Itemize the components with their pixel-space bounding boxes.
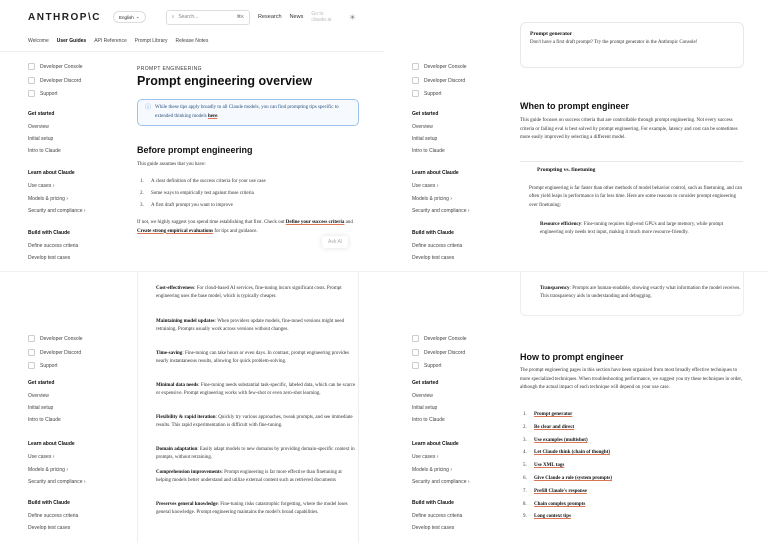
sidebar-item-define-success[interactable]: Define success criteria	[412, 513, 463, 519]
sidebar-item-initial-setup[interactable]: Initial setup	[412, 405, 438, 411]
reason-text: Easily adapt models to new domains by providing domain-specific context in prompts, without retraining.	[156, 447, 355, 461]
reason-resource-efficiency: Resource efficiency: Fine-tuning requires high-end GPUs and large memory, while prompt engineering only needs text input, making it much more resource-friendly.	[540, 222, 724, 236]
sidebar-heading-get-started: Get started	[28, 111, 55, 117]
tab-user-guides[interactable]: User Guides	[56, 38, 87, 44]
sidebar-item-label: Developer Console	[424, 63, 467, 70]
reason-comprehension: Comprehension improvements: Prompt engineering is far more effective than finetuning at helping models better understand and utilize external content such as retrieved documents	[156, 470, 342, 484]
list-item: 6. Give Claude a role (system prompts)	[523, 475, 613, 481]
sidebar-item-security-compliance[interactable]	[28, 208, 86, 214]
search-icon: ⌕	[171, 14, 175, 20]
reason-text: Fine-tuning requires high-end GPUs and large memory, while prompt engineering only needs text input, making it much more resource-friendly.	[540, 222, 724, 236]
sidebar-item-use-cases[interactable]	[28, 454, 54, 460]
tab-prompt-library[interactable]: Prompt Library	[134, 38, 168, 44]
list-item-text: A clear definition of the success criteria for your use case	[151, 179, 266, 184]
reason-text: Fine-tuning risks catastrophic forgetting, where the model loses general knowledge. Prompt engineering maintains the model's broad capabilities.	[156, 502, 348, 516]
section-heading-how: How to prompt engineer	[520, 352, 624, 362]
sidebar-item-developer-console[interactable]	[28, 63, 83, 70]
card-title: Prompt generator	[530, 31, 573, 37]
list-item: 9. Long context tips	[523, 514, 571, 520]
list-item: 2. Some ways to empirically test against those criteria	[140, 191, 254, 196]
breadcrumb: PROMPT ENGINEERING	[137, 66, 202, 72]
chevron-right-icon: ›	[83, 479, 86, 485]
chevron-right-icon: ›	[66, 467, 69, 473]
discord-icon	[28, 77, 35, 84]
sidebar-item-developer-discord[interactable]	[412, 349, 465, 356]
reason-minimal-data: Minimal data needs: Fine-tuning needs substantial task-specific, labeled data, which can be scarce or expensive. Prompt engineering works with few-shot or even zero-shot learning.	[156, 383, 356, 397]
reason-domain-adaptation: Domain adaptation: Easily adapt models to new domains by providing domain-specific context in prompts, without retraining.	[156, 447, 355, 461]
nav-divider	[0, 51, 384, 52]
language-label: English	[118, 14, 134, 20]
sidebar-item-label: Support	[424, 90, 442, 97]
sidebar-item-models-pricing[interactable]	[28, 196, 68, 202]
language-select[interactable]	[113, 11, 146, 23]
sidebar-heading-learn: Learn about Claude	[28, 441, 75, 447]
sidebar-item-developer-console[interactable]	[28, 335, 83, 342]
sidebar-item-overview[interactable]: Overview	[412, 124, 433, 130]
sidebar-item-developer-discord[interactable]	[412, 77, 465, 84]
technique-link-xml-tags[interactable]: Use XML tags	[534, 463, 565, 469]
chevron-right-icon: ›	[450, 196, 453, 202]
sidebar-item-label: Security and compliance	[28, 479, 83, 485]
reason-flexibility: Flexibility & rapid iteration: Quickly try various approaches, tweak prompts, and see immediate results. This rapid experimentation is difficult with fine-tuning.	[156, 415, 353, 429]
list-item: 7. Prefill Claude's response	[523, 488, 587, 494]
reason-term: Comprehension improvements	[156, 470, 222, 475]
sidebar-item-intro-to-claude[interactable]: Intro to Claude	[28, 148, 61, 154]
research-link[interactable]: Research	[258, 14, 282, 20]
search-shortcut: ⌘K	[236, 14, 245, 19]
reason-term: Domain adaptation	[156, 447, 198, 452]
create-evaluations-link[interactable]: Create strong empirical evaluations	[137, 228, 214, 234]
note-text: for tips and guidance.	[213, 228, 258, 234]
tab-release-notes[interactable]: Release Notes	[175, 38, 209, 44]
ask-ai-button[interactable]: Ask AI	[322, 236, 348, 248]
reason-time-saving: Time-saving: Fine-tuning can take hours or even days. In contrast, prompt engineering provides nearly instantaneous results, allowing for quick problem-solving.	[156, 351, 349, 365]
card-text: Don't have a first draft prompt? Try the prompt generator in the Anthropic Console!	[530, 40, 698, 45]
go-to-claude-link[interactable]: Go to claude.ai	[311, 11, 332, 23]
callout-text-end: .	[217, 113, 219, 119]
sidebar-heading-get-started: Get started	[28, 380, 55, 386]
sidebar-item-overview[interactable]: Overview	[412, 393, 433, 399]
support-icon	[412, 362, 419, 369]
before-list	[140, 176, 360, 212]
define-success-link[interactable]: Define your success criteria	[285, 220, 345, 225]
info-icon: ⓘ	[145, 105, 152, 111]
sidebar-heading-learn: Learn about Claude	[412, 441, 459, 447]
technique-link-prefill[interactable]: Prefill Claude's response	[534, 488, 587, 494]
reason-cost-effectiveness: Cost-effectiveness: For cloud-based AI services, fine-tuning incurs significant costs. Prompt engineering uses the base model, which is typically cheaper.	[156, 286, 342, 300]
sidebar-item-security-compliance[interactable]	[28, 479, 86, 485]
sidebar-heading-get-started: Get started	[412, 380, 439, 386]
sidebar-item-models-pricing[interactable]	[28, 467, 68, 473]
discord-icon	[28, 349, 35, 356]
list-item: 3. Use examples (multishot)	[523, 437, 588, 443]
sidebar-item-support[interactable]	[28, 362, 58, 369]
technique-link-long-context[interactable]: Long context tips	[534, 514, 571, 520]
accordion-intro: Prompt engineering is far faster than other methods of model behavior control, such as finetuning, and can often yield leaps in performance in far less time. Here are some reasons to consider prompt engineering over finetuning:	[529, 186, 742, 208]
theme-toggle-icon[interactable]: ☀	[348, 12, 356, 22]
sidebar-item-initial-setup[interactable]: Initial setup	[28, 136, 54, 142]
sidebar-item-develop-test-cases[interactable]: Develop test cases	[28, 525, 71, 531]
chevron-right-icon: ›	[66, 196, 69, 202]
support-icon	[412, 90, 419, 97]
sidebar-item-label: Models & pricing	[412, 467, 449, 473]
page-title: Prompt engineering overview	[137, 74, 313, 88]
reason-maintaining-updates: Maintaining model updates: When providers update models, fine-tuned versions might need retraining. Prompts usually work across versions without changes.	[156, 319, 345, 333]
sidebar-item-define-success[interactable]: Define success criteria	[412, 243, 463, 249]
console-icon	[412, 335, 419, 342]
sidebar-heading-build: Build with Claude	[412, 500, 454, 506]
chevron-right-icon: ›	[450, 467, 453, 473]
reason-term: Resource efficiency	[540, 222, 582, 227]
sidebar-item-develop-test-cases[interactable]: Develop test cases	[412, 525, 455, 531]
support-icon	[28, 90, 35, 97]
accordion-title[interactable]: Prompting vs. finetuning	[537, 167, 596, 173]
chevron-right-icon: ›	[436, 183, 439, 189]
sidebar-item-label: Use cases	[412, 183, 436, 189]
reason-term: Maintaining model updates	[156, 319, 215, 324]
chevron-right-icon: ›	[52, 183, 55, 189]
note-text: and	[344, 220, 353, 225]
sidebar-item-security-compliance[interactable]	[412, 208, 470, 214]
reason-transparency: Transparency: Prompts are human-readable, showing exactly what information the model receives. This transparency aids in understanding and debugging.	[540, 286, 741, 300]
callout-text-main: While these tips apply broadly to all Claude models, you can find prompting tips specific to extended thinking models	[155, 105, 339, 119]
list-item: 3. A first draft prompt you want to improve	[140, 203, 233, 208]
chevron-right-icon: ›	[467, 208, 470, 214]
viewport-4	[384, 272, 768, 543]
sidebar-item-label: Models & pricing	[412, 196, 449, 202]
reason-general-knowledge: Preserves general knowledge: Fine-tuning risks catastrophic forgetting, where the model loses general knowledge. Prompt engineering maintains the model's broad capabilities.	[156, 502, 348, 516]
sidebar-item-developer-console[interactable]	[412, 335, 467, 342]
list-item-text: A first draft prompt you want to improve	[151, 203, 233, 208]
news-link[interactable]: News	[289, 14, 304, 20]
accordion-top-border	[520, 161, 743, 162]
sidebar-item-label: Support	[40, 90, 58, 97]
chevron-down-icon: ⌄	[135, 14, 140, 19]
reason-term: Transparency	[540, 286, 570, 291]
section-heading-when: When to prompt engineer	[520, 101, 629, 111]
chevron-right-icon: ›	[436, 454, 439, 460]
reason-term: Cost-effectiveness	[156, 286, 195, 291]
sidebar-item-label: Models & pricing	[28, 467, 65, 473]
reason-term: Preserves general knowledge	[156, 502, 218, 507]
technique-link-role[interactable]: Give Claude a role (system prompts)	[534, 475, 613, 481]
sidebar-item-use-cases[interactable]	[412, 454, 438, 460]
sidebar-heading-build: Build with Claude	[412, 230, 454, 236]
reason-text: When providers update models, fine-tuned versions might need retraining. Prompts usually work across versions without changes.	[156, 319, 345, 333]
sidebar-item-overview[interactable]: Overview	[28, 124, 49, 130]
section-heading-before: Before prompt engineering	[137, 145, 253, 155]
reason-term: Flexibility & rapid iteration	[156, 415, 216, 420]
sidebar-item-label: Security and compliance	[412, 479, 467, 485]
list-item: 1. Prompt generator	[523, 412, 573, 417]
chevron-right-icon: ›	[52, 454, 55, 460]
technique-link-chain-prompts[interactable]: Chain complex prompts	[534, 501, 586, 507]
list-item: 2. Be clear and direct	[523, 424, 575, 430]
sidebar-item-label: Developer Console	[424, 335, 467, 342]
list-item-text: Some ways to empirically test against those criteria	[151, 191, 254, 196]
sidebar-item-label: Support	[40, 362, 58, 369]
callout-link[interactable]: here	[207, 113, 218, 119]
viewport-2	[384, 0, 768, 271]
sidebar-item-develop-test-cases[interactable]: Develop test cases	[28, 255, 71, 261]
sidebar-item-intro-to-claude[interactable]: Intro to Claude	[28, 417, 61, 423]
sidebar-heading-learn: Learn about Claude	[28, 170, 75, 176]
sidebar-item-label: Developer Discord	[424, 349, 466, 356]
reason-text: Fine-tuning can take hours or even days. In contrast, prompt engineering provides nearly instantaneous results, allowing for quick problem-solving.	[156, 351, 349, 365]
sidebar-item-developer-discord[interactable]	[28, 349, 81, 356]
sidebar-item-support[interactable]	[412, 362, 442, 369]
sidebar-item-models-pricing[interactable]	[412, 196, 452, 202]
callout-text	[155, 104, 351, 121]
reason-term: Minimal data needs	[156, 383, 199, 388]
technique-link-prompt-generator[interactable]: Prompt generator	[534, 412, 573, 417]
anthropic-logo[interactable]: ANTHROP\C	[28, 11, 101, 23]
sidebar-item-use-cases[interactable]	[412, 183, 438, 189]
sidebar-item-intro-to-claude[interactable]: Intro to Claude	[412, 148, 445, 154]
info-callout	[137, 99, 359, 126]
reason-text: Quickly try various approaches, tweak prompts, and see immediate results. This rapid experimentation is difficult with fine-tuning.	[156, 415, 353, 429]
prompt-generator-card[interactable]	[520, 22, 744, 68]
sidebar-item-overview[interactable]: Overview	[28, 393, 49, 399]
reason-text: Prompts are human-readable, showing exactly what information the model receives. This transparency aids in understanding and debugging.	[540, 286, 741, 300]
sidebar-item-use-cases[interactable]	[28, 183, 54, 189]
sidebar-item-label: Support	[424, 362, 442, 369]
viewport-1	[0, 0, 384, 271]
list-item: 4. Let Claude think (chain of thought)	[523, 450, 610, 456]
note-text: If not, we highly suggest you spend time establishing that first. Check out	[137, 220, 286, 225]
reason-term: Time-saving	[156, 351, 183, 356]
sidebar-heading-get-started: Get started	[412, 111, 439, 117]
list-item: 1. A clear definition of the success criteria for your use case	[140, 179, 266, 184]
sidebar-heading-learn: Learn about Claude	[412, 170, 459, 176]
how-text: The prompt engineering pages in this section have been organized from most broadly effective techniques to more specialized techniques. When troubleshooting performance, we suggest you try these techniques in order, although the actual impact of each technique will depend on your use case.	[520, 368, 743, 391]
support-icon	[28, 362, 35, 369]
sidebar-item-initial-setup[interactable]: Initial setup	[412, 136, 438, 142]
sidebar-heading-build: Build with Claude	[28, 500, 70, 506]
sidebar-item-develop-test-cases[interactable]: Develop test cases	[412, 255, 455, 261]
console-icon	[28, 63, 35, 70]
sidebar-item-label: Use cases	[412, 454, 436, 460]
discord-icon	[412, 349, 419, 356]
sidebar-item-label: Use cases	[28, 183, 52, 189]
reason-text: Prompt engineering is far more effective than finetuning at helping models better understand and utilize external content such as retrieved documents	[156, 470, 342, 484]
discord-icon	[412, 77, 419, 84]
sidebar-item-initial-setup[interactable]: Initial setup	[28, 405, 54, 411]
sidebar-item-label: Models & pricing	[28, 196, 65, 202]
reason-text: For cloud-based AI services, fine-tuning incurs significant costs. Prompt engineering uses the base model, which is typically cheaper.	[156, 286, 342, 300]
technique-link-chain-of-thought[interactable]: Let Claude think (chain of thought)	[534, 450, 610, 456]
list-item: 8. Chain complex prompts	[523, 501, 586, 507]
sidebar-item-support[interactable]	[412, 90, 442, 97]
sidebar-item-label: Security and compliance	[28, 208, 83, 214]
technique-link-examples[interactable]: Use examples (multishot)	[534, 437, 588, 443]
before-note	[137, 219, 361, 236]
console-icon	[28, 335, 35, 342]
before-intro: This guide assumes that you have:	[137, 162, 206, 167]
sidebar-item-support[interactable]	[28, 90, 58, 97]
viewport-3	[0, 272, 384, 543]
tab-welcome[interactable]: Welcome	[28, 38, 49, 44]
sidebar-item-label: Security and compliance	[412, 208, 467, 214]
reason-text: Fine-tuning needs substantial task-specific, labeled data, which can be scarce or expensive. Prompt engineering works with few-shot or even zero-shot learning.	[156, 383, 356, 397]
search-input[interactable]	[166, 10, 251, 25]
sidebar-item-define-success[interactable]: Define success criteria	[28, 243, 79, 249]
sidebar-item-label: Developer Discord	[40, 349, 82, 356]
sidebar-item-define-success[interactable]: Define success criteria	[28, 513, 79, 519]
sidebar-item-label: Developer Console	[40, 335, 83, 342]
sidebar-item-developer-console[interactable]	[412, 63, 467, 70]
chevron-right-icon: ›	[83, 208, 86, 214]
technique-link-clear-direct[interactable]: Be clear and direct	[534, 424, 575, 430]
sidebar-heading-build: Build with Claude	[28, 230, 70, 236]
when-text: This guide focuses on success criteria that are controllable through prompt engineering. Not every success criteria or failing eval is best solved by prompt engineering. For example, latency and cost can be sometimes more easily improved by selecting a different model.	[520, 118, 738, 141]
techniques-list	[523, 409, 743, 524]
list-item: 5. Use XML tags	[523, 463, 565, 469]
sidebar-item-intro-to-claude[interactable]: Intro to Claude	[412, 417, 445, 423]
sidebar-item-label: Developer Console	[40, 63, 83, 70]
sidebar-item-models-pricing[interactable]	[412, 467, 452, 473]
console-icon	[412, 63, 419, 70]
sidebar-item-label: Use cases	[28, 454, 52, 460]
search-placeholder: Search...	[178, 14, 199, 20]
sidebar-item-security-compliance[interactable]	[412, 479, 470, 485]
top-bar	[0, 0, 384, 34]
chevron-right-icon: ›	[467, 479, 470, 485]
sidebar-item-label: Developer Discord	[424, 77, 466, 84]
sidebar-item-label: Developer Discord	[40, 77, 82, 84]
sidebar-item-developer-discord[interactable]	[28, 77, 81, 84]
tab-api-reference[interactable]: API Reference	[94, 38, 127, 44]
nav-tabs	[28, 38, 208, 49]
